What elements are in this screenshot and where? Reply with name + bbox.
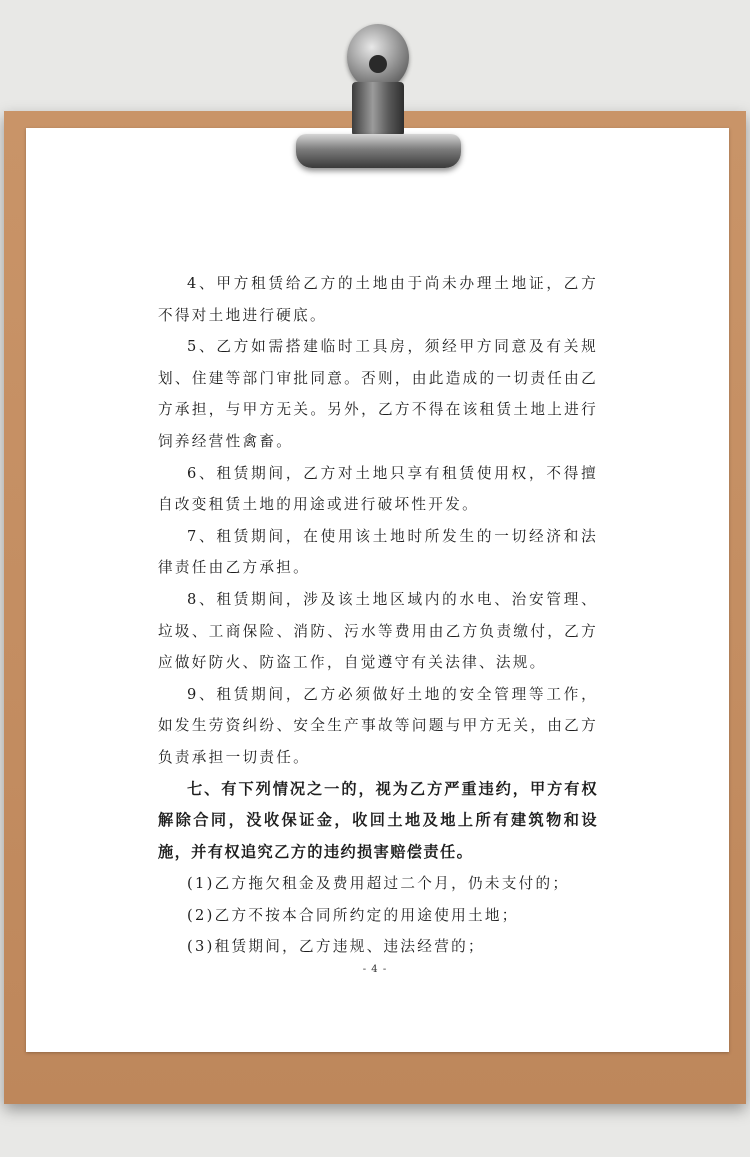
paragraph-5: 5、乙方如需搭建临时工具房，须经甲方同意及有关规划、住建等部门审批同意。否则，由此造成的一切责任由乙方承担，与甲方无关。另外，乙方不得在该租赁土地上进行饲养经营性禽畜。 <box>158 338 598 450</box>
clip-ring-hole <box>369 55 387 73</box>
clip-neck <box>352 82 404 138</box>
clipboard-clip-icon <box>296 134 461 168</box>
section-heading-7: 七、有下列情况之一的，视为乙方严重违约，甲方有权解除合同，没收保证金，收回土地及地上所有建筑物和设施，并有权追究乙方的违约损害赔偿责任。 <box>158 779 598 861</box>
paragraph-9: 9、租赁期间，乙方必须做好土地的安全管理等工作，如发生劳资纠纷、安全生产事故等问题与甲方无关，由乙方负责承担一切责任。 <box>158 685 598 766</box>
paragraph-8: 8、租赁期间，涉及该土地区域内的水电、治安管理、垃圾、工商保险、消防、污水等费用由乙方负责缴付，乙方应做好防火、防盗工作，自觉遵守有关法律、法规。 <box>158 590 598 672</box>
document-body <box>158 268 598 963</box>
list-item-1: (1)乙方拖欠租金及费用超过二个月，仍未支付的； <box>187 875 570 893</box>
page-number: - 4 - <box>362 964 388 975</box>
list-item-3: (3)租赁期间，乙方违规、违法经营的； <box>187 938 485 956</box>
paragraph-6: 6、租赁期间，乙方对土地只享有租赁使用权，不得擅自改变租赁土地的用途或进行破坏性开发。 <box>158 464 598 514</box>
list-item-2: (2)乙方不按本合同所约定的用途使用土地； <box>187 906 519 924</box>
paragraph-7: 7、租赁期间，在使用该土地时所发生的一切经济和法律责任由乙方承担。 <box>158 527 598 577</box>
paragraph-4: 4、甲方租赁给乙方的土地由于尚未办理土地证，乙方不得对土地进行硬底。 <box>158 275 598 324</box>
